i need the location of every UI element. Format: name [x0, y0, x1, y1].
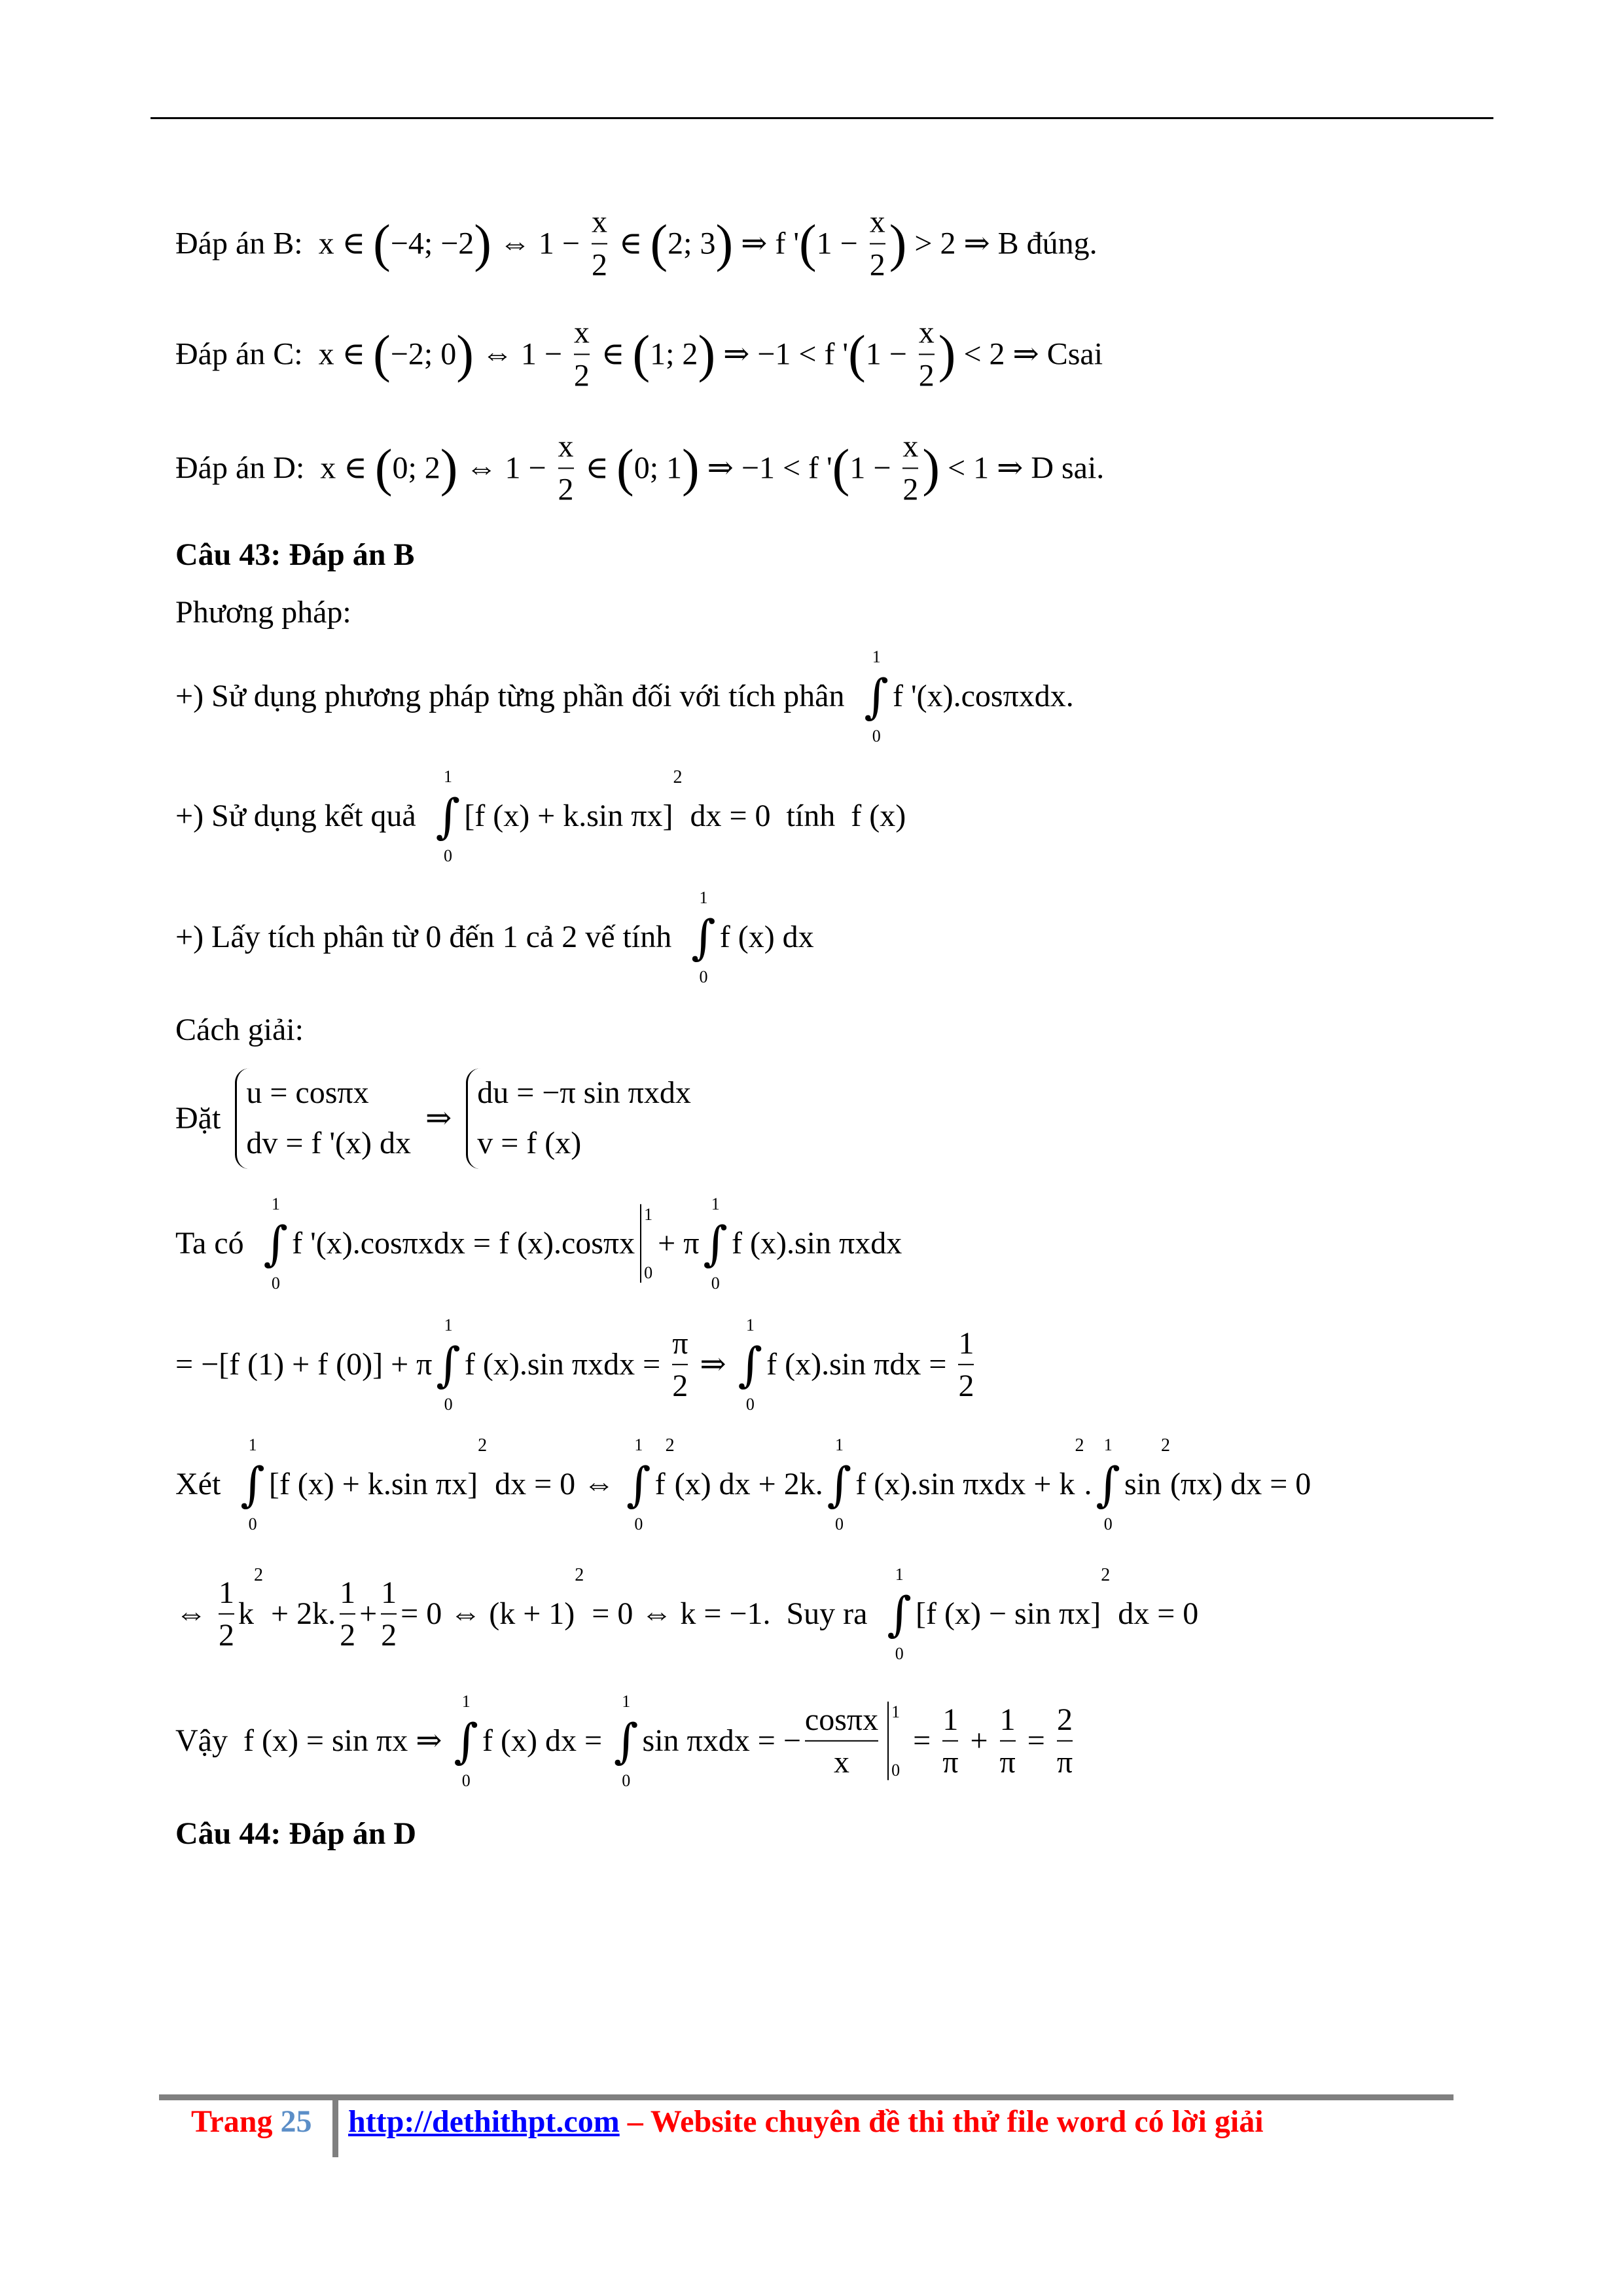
- fraction-bar: [558, 467, 574, 469]
- lower-limit: 0: [891, 1760, 901, 1780]
- lower-limit: 0: [711, 1274, 720, 1293]
- text-run: Câu 44: Đáp án D: [175, 1816, 417, 1852]
- lower-limit: 0: [872, 726, 881, 745]
- text-run: f (x).sin πxdx =: [464, 1347, 669, 1382]
- text-run: f (x) dx: [719, 920, 814, 955]
- denominator: x: [834, 1745, 850, 1780]
- large-bracket: (: [616, 439, 634, 497]
- footer-tagline: – Website chuyên đề thi thử file word có lời giải: [619, 2104, 1264, 2139]
- fraction-bar: [1000, 1740, 1016, 1742]
- text-run: ⇔ 1 −: [491, 226, 588, 261]
- fraction: [870, 203, 885, 283]
- integral: [1096, 1435, 1121, 1534]
- text-run: +) Sử dụng phương pháp từng phần đối với tích phân: [175, 679, 861, 714]
- superscript: 2: [254, 1564, 263, 1585]
- integral: [703, 1194, 728, 1293]
- text-run: Vậy f (x) = sin πx ⇒: [175, 1723, 450, 1759]
- fraction: [381, 1573, 397, 1654]
- large-bracket: (: [848, 325, 866, 383]
- large-bracket: (: [832, 439, 850, 497]
- fraction-bar: [340, 1613, 355, 1615]
- text-run: f (x).sin πxdx + k: [855, 1467, 1075, 1502]
- large-bracket: (: [799, 215, 817, 272]
- text-run: + 2k.: [263, 1596, 336, 1632]
- text-run: ⇔: [175, 1596, 215, 1632]
- text-run: ∈: [593, 336, 633, 372]
- denominator: 2: [381, 1618, 397, 1653]
- large-bracket: (: [632, 325, 651, 383]
- text-run: ⇒ f ': [733, 226, 800, 261]
- text-line: [175, 314, 1103, 394]
- fraction: [340, 1573, 355, 1654]
- lower-limit: 0: [444, 1395, 453, 1414]
- numerator: x: [573, 315, 590, 350]
- superscript: 2: [478, 1435, 488, 1456]
- text-run: Câu 43: Đáp án B: [175, 537, 415, 573]
- upper-limit: 1: [622, 1691, 631, 1711]
- integral: [436, 766, 461, 866]
- text-line: [175, 766, 906, 866]
- footer-rule: [159, 2094, 1454, 2100]
- text-run: −2; 0: [390, 336, 457, 372]
- text-run: 1 −: [865, 336, 915, 372]
- denominator: π: [1056, 1745, 1073, 1780]
- lower-limit: 0: [699, 967, 708, 986]
- page-label: Trang: [191, 2104, 281, 2139]
- lower-limit: 0: [834, 1515, 844, 1534]
- fraction: [902, 427, 918, 508]
- text-run: Đặt: [175, 1101, 229, 1136]
- numerator: x: [558, 429, 574, 464]
- fraction-bar: [381, 1613, 397, 1615]
- integral: [691, 888, 716, 987]
- fraction: [592, 203, 607, 283]
- lower-limit: 0: [644, 1263, 653, 1282]
- lower-limit: 0: [443, 846, 452, 865]
- text-run: dx = 0 ⇔: [487, 1467, 623, 1502]
- numerator: 1: [340, 1575, 356, 1610]
- denominator: 2: [573, 358, 590, 393]
- integral-sign-icon: ∫: [454, 1713, 478, 1768]
- text-run: [f (x) + k.sin πx]: [268, 1467, 478, 1502]
- upper-limit: 1: [872, 647, 881, 666]
- text-run: f: [654, 1467, 666, 1502]
- denominator: 2: [869, 247, 885, 282]
- text-run: k: [238, 1596, 254, 1632]
- numerator: 1: [381, 1575, 397, 1610]
- superscript: 2: [1161, 1435, 1171, 1456]
- text-run: f (x).sin πxdx: [731, 1226, 902, 1261]
- fraction: [574, 314, 590, 394]
- text-run: [f (x) + k.sin πx]: [464, 798, 673, 834]
- integral-sign-icon: ∫: [738, 1337, 763, 1392]
- integral-sign-icon: ∫: [263, 1216, 289, 1271]
- text-run: Đáp án D: x ∈: [175, 450, 375, 486]
- text-run: ⇒: [417, 1101, 460, 1136]
- text-run: ⇔ 1 −: [457, 450, 554, 486]
- text-run: ⇔ 1 −: [473, 336, 570, 372]
- text-run: 0; 1: [633, 450, 683, 486]
- fraction: [919, 314, 935, 394]
- large-bracket: ): [698, 325, 716, 383]
- denominator: π: [999, 1745, 1016, 1780]
- text-run: −4; −2: [390, 226, 474, 261]
- lower-limit: 0: [745, 1395, 755, 1414]
- upper-limit: 1: [461, 1691, 471, 1711]
- text-run: (x) dx + 2k.: [674, 1467, 823, 1502]
- text-run: +) Lấy tích phân từ 0 đến 1 cả 2 vế tính: [175, 920, 688, 955]
- website-link[interactable]: http://dethithpt.com: [348, 2104, 620, 2139]
- text-run: =: [1019, 1723, 1053, 1759]
- text-run: Ta có: [175, 1226, 260, 1261]
- upper-limit: 1: [248, 1435, 257, 1454]
- text-run: = 0 ⇔ (k + 1): [401, 1596, 575, 1632]
- denominator: 2: [958, 1369, 974, 1403]
- numerator: cosπx: [804, 1702, 879, 1737]
- numerator: 2: [1056, 1702, 1073, 1737]
- text-run: +) Sử dụng kết quả: [175, 798, 432, 834]
- text-run: Phương pháp:: [175, 595, 351, 630]
- large-bracket: ): [456, 325, 474, 383]
- text-run: 1 −: [849, 450, 899, 486]
- text-line: [175, 1815, 416, 1853]
- lower-limit: 0: [895, 1644, 904, 1663]
- fraction-bar: [805, 1740, 878, 1742]
- denominator: 2: [918, 358, 935, 393]
- text-line: [175, 1315, 978, 1414]
- large-bracket: ): [715, 215, 734, 272]
- fraction: [1057, 1700, 1073, 1781]
- footer-separator: [332, 2094, 338, 2157]
- integral: [454, 1691, 478, 1791]
- large-bracket: (: [373, 215, 391, 272]
- upper-limit: 1: [891, 1702, 901, 1721]
- system-row: u = cosπx: [246, 1075, 369, 1111]
- upper-limit: 1: [644, 1205, 653, 1224]
- integral-sign-icon: ∫: [626, 1457, 651, 1512]
- integral: [240, 1435, 265, 1534]
- large-bracket: (: [650, 215, 668, 272]
- integral: [436, 1315, 461, 1414]
- text-run: < 1 ⇒ D sai.: [940, 450, 1105, 486]
- numerator: 1: [958, 1325, 974, 1361]
- text-run: .: [1084, 1467, 1092, 1502]
- text-run: 1 −: [816, 226, 866, 261]
- denominator: 2: [558, 472, 574, 507]
- large-bracket: ): [440, 439, 458, 497]
- text-line: [175, 1435, 1311, 1534]
- lower-limit: 0: [271, 1274, 280, 1293]
- numerator: 1: [219, 1575, 234, 1610]
- fraction-bar: [672, 1364, 688, 1365]
- integral-sign-icon: ∫: [435, 789, 461, 844]
- evaluation-bar: [887, 1702, 900, 1780]
- large-bracket: ): [474, 215, 491, 272]
- integral-sign-icon: ∫: [1096, 1457, 1121, 1512]
- superscript: 2: [673, 766, 683, 787]
- superscript: 2: [1101, 1564, 1111, 1585]
- lower-limit: 0: [248, 1515, 257, 1534]
- text-run: =: [905, 1723, 939, 1759]
- text-run: f (x).sin πdx =: [766, 1347, 955, 1382]
- fraction: [558, 427, 574, 508]
- upper-limit: 1: [443, 766, 452, 786]
- large-bracket: ): [938, 325, 956, 383]
- numerator: 1: [942, 1702, 959, 1737]
- text-run: ∈: [577, 450, 617, 486]
- denominator: 2: [219, 1618, 234, 1653]
- system-row: du = −π sin πxdx: [477, 1075, 691, 1111]
- superscript: 2: [575, 1564, 584, 1585]
- fraction-bar: [902, 467, 918, 469]
- fraction: [942, 1700, 958, 1781]
- text-run: f '(x).cosπxdx = f (x).cosπx: [292, 1226, 635, 1261]
- text-run: Xét: [175, 1467, 237, 1502]
- denominator: 2: [672, 1369, 688, 1403]
- text-run: 2; 3: [668, 226, 716, 261]
- lower-limit: 0: [634, 1515, 643, 1534]
- text-run: dx = 0 tính f (x): [682, 798, 906, 834]
- upper-limit: 1: [834, 1435, 844, 1454]
- integral: [827, 1435, 852, 1534]
- text-run: sin: [1124, 1467, 1162, 1502]
- text-run: < 2 ⇒ Csai: [955, 336, 1103, 372]
- fraction-bar: [219, 1613, 234, 1615]
- integral-sign-icon: ∫: [827, 1457, 852, 1512]
- fraction-bar: [592, 243, 607, 244]
- lower-limit: 0: [461, 1771, 471, 1790]
- text-run: +: [359, 1596, 378, 1632]
- numerator: x: [918, 315, 935, 350]
- system-row: v = f (x): [477, 1126, 582, 1160]
- superscript: 2: [665, 1435, 675, 1456]
- denominator: 2: [592, 247, 607, 282]
- fraction-bar: [574, 353, 590, 355]
- text-run: = −[f (1) + f (0)] + π: [175, 1347, 433, 1382]
- text-run: Đáp án B: x ∈: [175, 226, 374, 261]
- text-run: sin πxdx = −: [642, 1723, 801, 1759]
- evaluation-bar: [640, 1204, 652, 1283]
- superscript: 2: [1075, 1435, 1084, 1456]
- integral-sign-icon: ∫: [240, 1457, 265, 1512]
- integral: [626, 1435, 651, 1534]
- page-number: 25: [280, 2104, 312, 2139]
- integral: [264, 1194, 289, 1293]
- upper-limit: 1: [271, 1194, 280, 1213]
- denominator: 2: [340, 1618, 356, 1653]
- numerator: x: [592, 204, 607, 240]
- text-line: [175, 203, 1097, 283]
- lower-limit: 0: [1103, 1515, 1113, 1534]
- fraction-bar: [942, 1740, 958, 1742]
- large-bracket: (: [374, 439, 393, 497]
- lower-limit: 0: [622, 1771, 631, 1790]
- text-line: [175, 594, 351, 632]
- denominator: π: [942, 1745, 959, 1780]
- fraction: [672, 1324, 688, 1405]
- integral-sign-icon: ∫: [436, 1337, 461, 1392]
- fraction: [958, 1324, 974, 1405]
- text-run: Đáp án C: x ∈: [175, 336, 374, 372]
- text-run: > 2 ⇒ B đúng.: [906, 226, 1097, 261]
- text-run: +: [962, 1723, 996, 1759]
- system-row: dv = f '(x) dx: [246, 1126, 411, 1160]
- upper-limit: 1: [444, 1315, 453, 1335]
- integral-sign-icon: ∫: [691, 910, 716, 965]
- fraction-bar: [870, 243, 885, 244]
- upper-limit: 1: [711, 1194, 720, 1213]
- text-run: 0; 2: [392, 450, 440, 486]
- header-rule: [151, 117, 1493, 119]
- text-line: [175, 1011, 304, 1049]
- upper-limit: 1: [1103, 1435, 1113, 1454]
- integral: [738, 1315, 763, 1414]
- upper-limit: 1: [634, 1435, 643, 1454]
- text-run: [f (x) − sin πx]: [915, 1596, 1101, 1632]
- large-bracket: ): [889, 215, 907, 272]
- text-line: [175, 536, 414, 574]
- page-indicator: [191, 2104, 312, 2140]
- integral-sign-icon: ∫: [703, 1216, 728, 1271]
- integral: [864, 647, 889, 746]
- text-run: Cách giải:: [175, 1013, 304, 1048]
- text-line: [175, 1564, 1198, 1664]
- text-line: [175, 1194, 902, 1293]
- text-line: [175, 427, 1104, 508]
- numerator: x: [869, 204, 885, 240]
- upper-limit: 1: [745, 1315, 755, 1335]
- text-run: ⇒: [692, 1347, 734, 1382]
- integral-sign-icon: ∫: [614, 1713, 639, 1768]
- fraction: [1000, 1700, 1016, 1781]
- large-bracket: (: [373, 325, 391, 383]
- text-line: [175, 888, 814, 987]
- text-run: ⇒ −1 < f ': [699, 450, 832, 486]
- text-run: (πx) dx = 0: [1170, 1467, 1311, 1502]
- denominator: 2: [902, 472, 919, 507]
- text-run: ∈: [611, 226, 651, 261]
- text-run: 1; 2: [650, 336, 698, 372]
- text-run: = 0 ⇔ k = −1. Suy ra: [584, 1596, 883, 1632]
- numerator: π: [672, 1325, 688, 1361]
- integral-sign-icon: ∫: [887, 1587, 912, 1641]
- numerator: 1: [999, 1702, 1016, 1737]
- text-line: [175, 1068, 698, 1169]
- integral: [614, 1691, 639, 1791]
- equation-system: [235, 1068, 411, 1169]
- upper-limit: 1: [895, 1564, 904, 1584]
- fraction: [805, 1700, 878, 1781]
- text-line: [175, 647, 1074, 746]
- numerator: x: [902, 429, 919, 464]
- fraction-bar: [1057, 1740, 1073, 1742]
- fraction-bar: [919, 353, 935, 355]
- fraction: [219, 1573, 234, 1654]
- integral: [887, 1564, 912, 1664]
- text-run: + π: [658, 1226, 700, 1261]
- text-run: dx = 0: [1110, 1596, 1199, 1632]
- large-bracket: ): [682, 439, 700, 497]
- text-line: [175, 1691, 1077, 1791]
- text-run: ⇒ −1 < f ': [715, 336, 849, 372]
- upper-limit: 1: [699, 888, 708, 907]
- fraction-bar: [958, 1364, 974, 1365]
- text-run: f '(x).cosπxdx.: [892, 679, 1074, 714]
- equation-system: [466, 1068, 691, 1169]
- integral-sign-icon: ∫: [864, 669, 889, 724]
- large-bracket: ): [922, 439, 940, 497]
- text-run: f (x) dx =: [482, 1723, 611, 1759]
